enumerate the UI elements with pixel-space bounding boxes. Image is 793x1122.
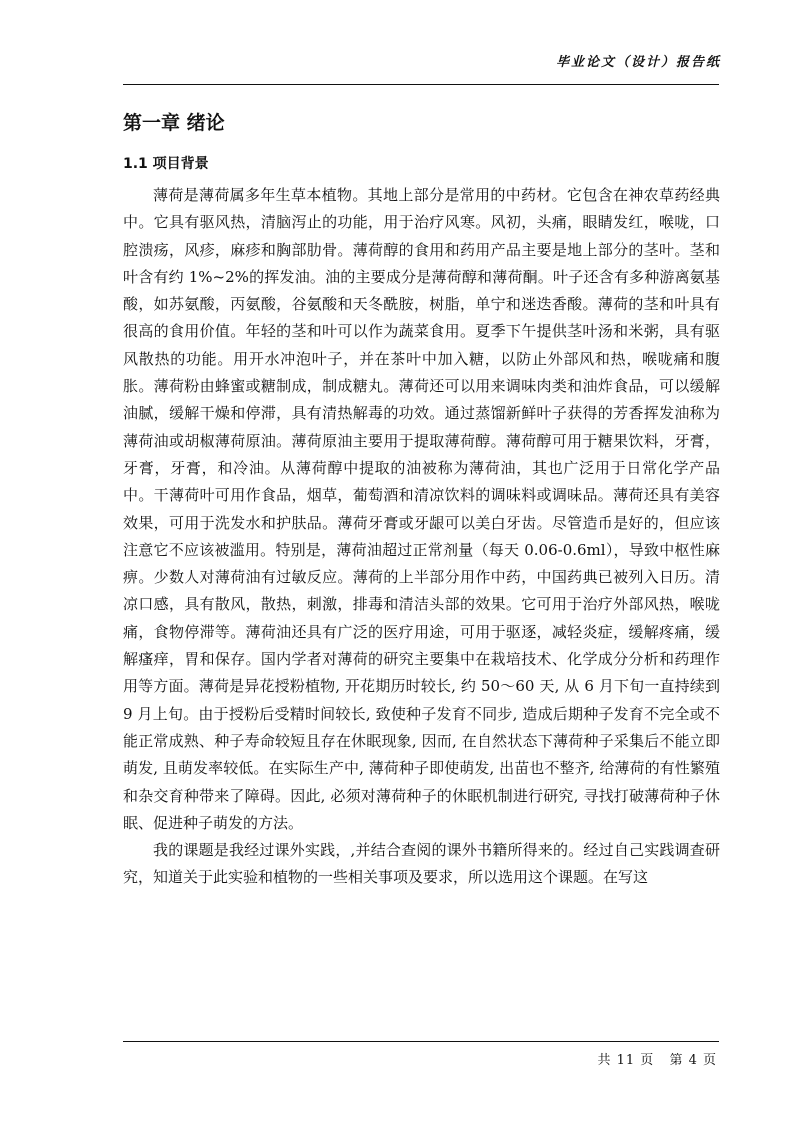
header-rule [123, 84, 719, 85]
current-page: 第 4 页 [669, 1053, 717, 1068]
paragraph: 薄荷是薄荷属多年生草本植物。其地上部分是常用的中药材。它包含在神农草药经典中。它具有驱风热，清脑泻止的功能，用于治疗风寒。风初，头痛，眼睛发红，喉咙，口腔溃疡，风疹，麻疹和胸部肋骨。薄荷醇的食用和药用产品主要是地上部分的茎叶。茎和叶含有约 1%~2%的挥发油。油的主要成分是薄荷醇和薄荷酮。叶子还含有多种游离氨基酸，如苏氨酸，丙氨酸，谷氨酸和天冬酰胺，树脂，单宁和迷迭香酸。薄荷的茎和叶具有很高的食用价值。年轻的茎和叶可以作为蔬菜食用。夏季下午提供茎叶汤和米粥，具有驱风散热的功能。用开水冲泡叶子，并在茶叶中加入糖，以防止外部风和热，喉咙痛和腹胀。薄荷粉由蜂蜜或糖制成，制成糖丸。薄荷还可以用来调味肉类和油炸食品，可以缓解油腻，缓解干燥和停滞，具有清热解毒的功效。通过蒸馏新鲜叶子获得的芳香挥发油称为薄荷油或胡椒薄荷原油。薄荷原油主要用于提取薄荷醇。薄荷醇可用于糖果饮料，牙膏，牙膏，牙膏，和冷油。从薄荷醇中提取的油被称为薄荷油，其也广泛用于日常化学产品中。干薄荷叶可用作食品，烟草，葡萄酒和清凉饮料的调味料或调味品。薄荷还具有美容效果，可用于洗发水和护肤品。薄荷牙膏或牙龈可以美白牙齿。尽管造币是好的，但应该注意它不应该被滥用。特别是，薄荷油超过正常剂量（每天 0.06-0.6ml），导致中枢性麻痹。少数人对薄荷油有过敏反应。薄荷的上半部分用作中药，中国药典已被列入日历。清凉口感，具有散风，散热，刺激，排毒和清洁头部的效果。它可用于治疗外部风热，喉咙痛，食物停滞等。薄荷油还具有广泛的医疗用途，可用于驱逐，减轻炎症，缓解疼痛，缓解瘙痒，胃和保存。国内学者对薄荷的研究主要集中在栽培技术、化学成分分析和药理作用等方面。薄荷是异花授粉植物, 开花期历时较长, 约 50～60 天, 从 6 月下旬一直持续到 9 月上旬。由于授粉后受精时间较长, 致使种子发育不同步, 造成后期种子发育不完全或不能正常成熟、种子寿命较短且存在休眠现象, 因而, 在自然状态下薄荷种子采集后不能立即萌发, 且萌发率较低。在实际生产中, 薄荷种子即使萌发, 出苗也不整齐, 给薄荷的有性繁殖和杂交育种带来了障碍。因此, 必须对薄荷种子的休眠机制进行研究, 寻找打破薄荷种子休眠、促进种子萌发的方法。 [123, 186, 720, 832]
section-title: 1.1 项目背景 [123, 156, 209, 172]
chapter-title: 第一章 绪论 [123, 112, 225, 134]
paragraph: 我的课题是我经过课外实践，,并结合查阅的课外书籍所得来的。经过自己实践调查研究，知道关于此实验和植物的一些相关事项及要求，所以选用这个课题。在写这 [123, 841, 720, 887]
page-footer [588, 1049, 718, 1068]
report-header-title: 毕业论文（设计）报告纸 [555, 55, 721, 70]
footer-rule [123, 1041, 719, 1042]
body-text [123, 182, 720, 892]
total-pages: 共 11 页 [597, 1053, 655, 1068]
